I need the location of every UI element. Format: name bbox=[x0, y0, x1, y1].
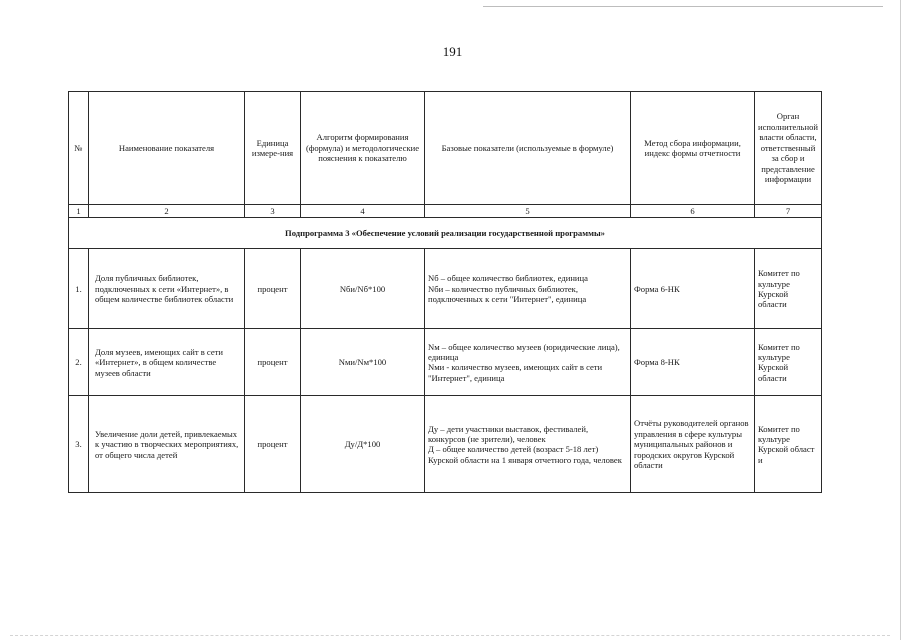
base-indicators bbox=[425, 396, 631, 493]
column-number: 4 bbox=[301, 205, 425, 218]
base-indicator-line: Ду – дети участники выставок, фестивалей, конкурсов (не зрители), человек bbox=[428, 423, 589, 444]
table-header-row bbox=[69, 92, 822, 205]
indicator-name: Доля музеев, имеющих сайт в сети «Интернет», в общем количестве музеев области bbox=[89, 329, 245, 396]
table-row bbox=[69, 329, 822, 396]
column-number: 1 bbox=[69, 205, 89, 218]
header-unit: Единица измере-ния bbox=[245, 92, 301, 205]
header-indicator-name: Наименование показателя bbox=[89, 92, 245, 205]
base-indicators bbox=[425, 329, 631, 396]
scan-edge bbox=[900, 0, 901, 640]
table-row bbox=[69, 249, 822, 329]
collection-method: Отчёты руководителей органов управления в сфере культуры муниципальных районов и городских округов Курской области bbox=[631, 396, 755, 493]
page-number: 191 bbox=[442, 44, 463, 59]
scan-bottom-noise bbox=[10, 635, 890, 636]
indicator-unit: процент bbox=[245, 329, 301, 396]
base-indicators bbox=[425, 249, 631, 329]
base-indicator-line: Д – общее количество детей (возраст 5-18 лет) Курской области на 1 января отчетного года, человек bbox=[428, 444, 622, 465]
base-indicator-line: Nби – количество публичных библиотек, подключенных к сети "Интернет", единица bbox=[428, 283, 587, 305]
indicator-unit: процент bbox=[245, 396, 301, 493]
column-number: 2 bbox=[89, 205, 245, 218]
indicators-table bbox=[68, 91, 822, 493]
header-base-indicators: Базовые показатели (используемые в формуле) bbox=[425, 92, 631, 205]
top-rule bbox=[483, 6, 883, 7]
indicator-formula: Ду/Д*100 bbox=[301, 396, 425, 493]
row-number: 1. bbox=[69, 249, 89, 329]
base-indicator-line: Nб – общее количество библиотек, единица bbox=[428, 273, 588, 284]
responsible-organ: Комитет по культуре Курской области bbox=[755, 249, 822, 329]
subprogram-title: Подпрограмма 3 «Обеспечение условий реализации государственной программы» bbox=[69, 218, 822, 249]
base-indicator-line: Nм – общее количество музеев (юридические лица), единица bbox=[428, 341, 620, 362]
header-responsible-organ: Орган исполнительной власти области, ответственный за сбор и представление информации bbox=[755, 92, 822, 205]
responsible-organ: Комитет по культуре Курской области bbox=[755, 329, 822, 396]
table-row bbox=[69, 396, 822, 493]
column-number: 6 bbox=[631, 205, 755, 218]
column-numbers-row bbox=[69, 205, 822, 218]
column-number: 5 bbox=[425, 205, 631, 218]
indicator-formula: Nби/Nб*100 bbox=[301, 249, 425, 329]
header-collection-method: Метод сбора информации, индекс формы отчетности bbox=[631, 92, 755, 205]
row-number: 2. bbox=[69, 329, 89, 396]
header-formula: Алгоритм формирования (формула) и методологические пояснения к показателю bbox=[301, 92, 425, 205]
collection-method: Форма 8-НК bbox=[631, 329, 755, 396]
responsible-organ: Комитет по культуре Курской област и bbox=[755, 396, 822, 493]
column-number: 7 bbox=[755, 205, 822, 218]
header-number: № bbox=[69, 92, 89, 205]
subprogram-row bbox=[69, 218, 822, 249]
indicator-name: Доля публичных библиотек, подключенных к сети «Интернет», в общем количестве библиотек области bbox=[89, 249, 245, 329]
indicator-name: Увеличение доли детей, привлекаемых к участию в творческих мероприятиях, от общего числа детей bbox=[89, 396, 245, 493]
indicator-unit: процент bbox=[245, 249, 301, 329]
indicator-formula: Nми/Nм*100 bbox=[301, 329, 425, 396]
row-number: 3. bbox=[69, 396, 89, 493]
base-indicator-line: Nми - количество музеев, имеющих сайт в сети "Интернет", единица bbox=[428, 362, 603, 383]
collection-method: Форма 6-НК bbox=[631, 249, 755, 329]
column-number: 3 bbox=[245, 205, 301, 218]
